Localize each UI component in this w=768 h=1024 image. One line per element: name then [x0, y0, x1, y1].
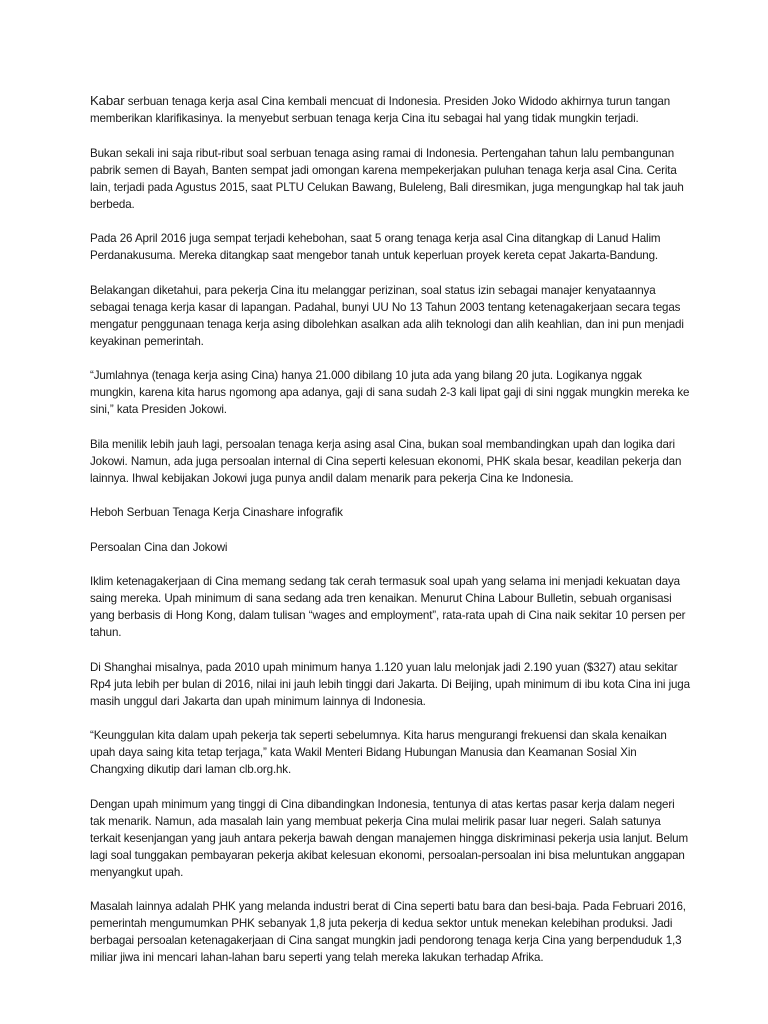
infographic-caption: Heboh Serbuan Tenaga Kerja Cinashare infografik	[90, 506, 343, 519]
paragraph: Di Shanghai misalnya, pada 2010 upah minimum hanya 1.120 yuan lalu melonjak jadi 2.190 yuan ($327) atau sekitar Rp4 juta lebih per bulan di 2016, nilai ini jauh lebih tinggi dari Jakarta. Di Beijing, upah minimum di ibu kota Cina ini juga masih unggul dari Jakarta dan upah minimum lainnya di Indonesia.	[90, 660, 690, 708]
paragraph: Masalah lainnya adalah PHK yang melanda industri berat di Cina seperti batu bara dan besi-baja. Pada Februari 2016, pemerintah mengumumkan PHK sebanyak 1,8 juta pekerja di kedua sektor untuk menekan kelebihan produksi. Jadi berbagai persoalan ketenagakerjaan di Cina sangat mungkin jadi pendorong tenaga kerja Cina yang berpenduduk 1,3 miliar jiwa ini mencari lahan-lahan baru seperti yang telah mereka lakukan terhadap Afrika.	[90, 900, 686, 964]
quote-paragraph: “Keunggulan kita dalam upah pekerja tak seperti sebelumnya. Kita harus mengurangi frekuensi dan skala kenaikan upah daya saing kita tetap terjaga,” kata Wakil Menteri Bidang Hubungan Manusia dan Keamanan Sosial Xin Changxing dikutip dari laman clb.org.hk.	[90, 729, 667, 776]
paragraph-intro-text: serbuan tenaga kerja asal Cina kembali mencuat di Indonesia. Presiden Joko Widodo akhirnya turun tangan memberikan klarifikasinya. Ia menyebut serbuan tenaga kerja Cina itu sebagai hal yang tidak mungkin terjadi.	[90, 95, 670, 125]
paragraph: Iklim ketenagakerjaan di Cina memang sedang tak cerah termasuk soal upah yang selama ini menjadi kekuatan daya saing mereka. Upah minimum di sana sedang ada tren kenaikan. Menurut China Labour Bulletin, sebuah organisasi yang berbasis di Hong Kong, dalam tulisan “wages and employment”, rata-rata upah di Cina naik sekitar 10 persen per tahun.	[90, 575, 686, 639]
paragraph-intro	[90, 92, 690, 127]
section-heading: Persoalan Cina dan Jokowi	[90, 540, 228, 554]
paragraph: Bukan sekali ini saja ribut-ribut soal serbuan tenaga asing ramai di Indonesia. Pertengahan tahun lalu pembangunan pabrik semen di Bayah, Banten sempat jadi omongan karena mempekerjakan puluhan tenaga kerja asal Cina. Cerita lain, terjadi pada Agustus 2015, saat PLTU Celukan Bawang, Buleleng, Bali diresmikan, juga mengungkap hal tak jauh berbeda.	[90, 146, 684, 211]
quote-paragraph: “Jumlahnya (tenaga kerja asing Cina) hanya 21.000 dibilang 10 juta ada yang bilang 20 juta. Logikanya nggak mungkin, karena kita harus ngomong apa adanya, gaji di sana sudah 2-3 kali lipat gaji di sini nggak mungkin mereka ke sini,” kata Presiden Jokowi.	[90, 369, 690, 416]
lead-word: Kabar	[90, 93, 125, 108]
paragraph: Bila menilik lebih jauh lagi, persoalan tenaga kerja asing asal Cina, bukan soal membandingkan upah dan logika dari Jokowi. Namun, ada juga persoalan internal di Cina seperti kelesuan ekonomi, PHK skala besar, keadilan pekerja dan lainnya. Ihwal kebijakan Jokowi juga punya andil dalam menarik para pekerja Cina ke Indonesia.	[90, 437, 682, 485]
paragraph: Pada 26 April 2016 juga sempat terjadi kehebohan, saat 5 orang tenaga kerja asal Cina ditangkap di Lanud Halim Perdanakusuma. Mereka ditangkap saat mengebor tanah untuk keperluan proyek kereta cepat Jakarta-Bandung.	[90, 232, 661, 262]
document-page	[90, 92, 690, 984]
paragraph: Dengan upah minimum yang tinggi di Cina dibandingkan Indonesia, tentunya di atas kertas pasar kerja dalam negeri tak menarik. Namun, ada masalah lain yang membuat pekerja Cina mulai melirik pasar luar negeri. Salah satunya terkait kesenjangan yang jauh antara pekerja bawah dengan manajemen hingga diskriminasi pekerja usia lanjut. Belum lagi soal tunggakan pembayaran pekerja akibat kelesuan ekonomi, persoalan-persoalan ini bisa meluntukan anggapan menyangkut upah.	[90, 797, 688, 879]
paragraph: Belakangan diketahui, para pekerja Cina itu melanggar perizinan, soal status izin sebagai manajer kenyataannya sebagai tenaga kerja kasar di lapangan. Padahal, bunyi UU No 13 Tahun 2003 tentang ketenagakerjaan secara tegas mengatur penggunaan tenaga kerja asing dibolehkan asalkan ada alih teknologi dan alih keahlian, dan ini pun menjadi keyakinan pemerintah.	[90, 283, 684, 348]
